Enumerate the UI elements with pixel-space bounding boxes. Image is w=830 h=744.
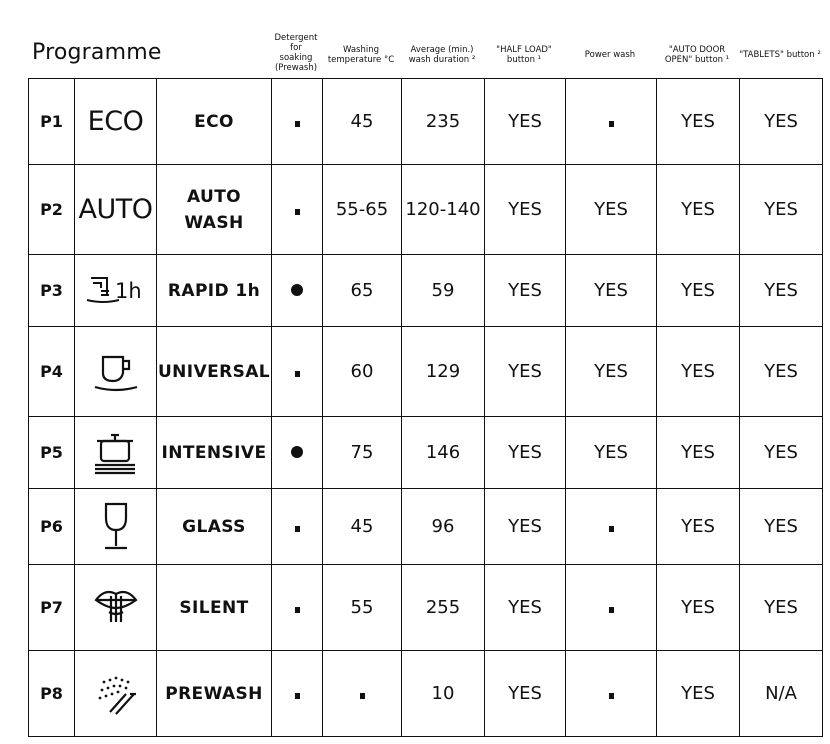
cell-temperature: 55-65 xyxy=(323,165,402,255)
cell-auto-door: YES xyxy=(657,165,740,255)
cell-temperature: 65 xyxy=(323,255,402,327)
cell-tablets: YES xyxy=(740,565,823,651)
cell-half-load: YES xyxy=(485,417,566,489)
programme-icon xyxy=(75,327,157,417)
bullet-mark xyxy=(291,284,303,296)
page-title: Programme xyxy=(32,40,162,65)
dash-mark xyxy=(295,121,300,127)
programme-code: P3 xyxy=(29,255,75,327)
table-row-p8 xyxy=(29,651,823,737)
header-detergent: Detergent for soaking (Prewash) xyxy=(274,33,318,73)
cell-tablets: YES xyxy=(740,255,823,327)
cell-temperature xyxy=(323,651,402,737)
dash-mark xyxy=(609,693,614,699)
programme-name: ECO xyxy=(157,79,272,165)
cell-detergent xyxy=(272,489,323,565)
header-duration: Average (min.) wash duration ² xyxy=(408,45,476,65)
cell-temperature: 45 xyxy=(323,79,402,165)
rapid-1h-icon xyxy=(83,274,149,308)
cell-auto-door: YES xyxy=(657,79,740,165)
cell-half-load: YES xyxy=(485,327,566,417)
programme-icon xyxy=(75,417,157,489)
cell-duration: 255 xyxy=(402,565,485,651)
programme-icon-word xyxy=(75,165,157,255)
cell-detergent xyxy=(272,165,323,255)
header-auto-door: "AUTO DOOR OPEN" button ¹ xyxy=(664,45,730,65)
programme-code: P2 xyxy=(29,165,75,255)
cell-auto-door: YES xyxy=(657,489,740,565)
table-row-p7 xyxy=(29,565,823,651)
programme-name: INTENSIVE xyxy=(157,417,272,489)
programme-name: GLASS xyxy=(157,489,272,565)
cell-auto-door: YES xyxy=(657,651,740,737)
cell-auto-door: YES xyxy=(657,327,740,417)
cell-duration: 120-140 xyxy=(402,165,485,255)
table-row-p4 xyxy=(29,327,823,417)
programme-icon xyxy=(75,255,157,327)
dash-mark xyxy=(360,693,365,699)
cell-power-wash xyxy=(566,79,657,165)
programme-icon xyxy=(75,489,157,565)
header-tablets: "TABLETS" button ² xyxy=(739,50,821,60)
table-row-p3 xyxy=(29,255,823,327)
cell-detergent xyxy=(272,651,323,737)
cell-auto-door: YES xyxy=(657,255,740,327)
cell-power-wash xyxy=(566,651,657,737)
cell-half-load: YES xyxy=(485,489,566,565)
programme-name: RAPID 1h xyxy=(157,255,272,327)
p2-icon-word: AUTO xyxy=(78,194,153,225)
cell-power-wash xyxy=(566,565,657,651)
cell-tablets: YES xyxy=(740,327,823,417)
cell-detergent xyxy=(272,327,323,417)
dash-mark xyxy=(609,526,614,532)
table-row-p6 xyxy=(29,489,823,565)
cell-tablets: YES xyxy=(740,79,823,165)
programme-table xyxy=(28,78,823,737)
wine-glass-icon xyxy=(96,500,136,554)
dash-mark xyxy=(295,693,300,699)
programme-code: P6 xyxy=(29,489,75,565)
cell-tablets: YES xyxy=(740,489,823,565)
cell-temperature: 60 xyxy=(323,327,402,417)
programme-icon-word xyxy=(75,79,157,165)
programme-name: AUTO WASH xyxy=(157,165,272,255)
cell-duration: 235 xyxy=(402,79,485,165)
table-row-p1 xyxy=(29,79,823,165)
cell-half-load: YES xyxy=(485,79,566,165)
programme-code: P7 xyxy=(29,565,75,651)
pot-icon xyxy=(89,431,143,475)
cell-half-load: YES xyxy=(485,255,566,327)
programme-name: UNIVERSAL xyxy=(157,327,272,417)
programme-icon xyxy=(75,651,157,737)
cell-duration: 129 xyxy=(402,327,485,417)
cup-saucer-icon xyxy=(91,351,141,393)
programme-name: SILENT xyxy=(157,565,272,651)
cell-power-wash: YES xyxy=(566,165,657,255)
header-temperature: Washing temperature °C xyxy=(327,45,395,65)
dash-mark xyxy=(295,607,300,613)
table-row-p2 xyxy=(29,165,823,255)
cell-duration: 59 xyxy=(402,255,485,327)
programme-code: P1 xyxy=(29,79,75,165)
svg-text:1h: 1h xyxy=(114,278,142,303)
programme-code: P5 xyxy=(29,417,75,489)
cell-half-load: YES xyxy=(485,165,566,255)
p1-icon-word: ECO xyxy=(87,106,144,137)
table-row-p5 xyxy=(29,417,823,489)
dash-mark xyxy=(295,371,300,377)
cell-auto-door: YES xyxy=(657,565,740,651)
cell-duration: 96 xyxy=(402,489,485,565)
cell-half-load: YES xyxy=(485,651,566,737)
cell-auto-door: YES xyxy=(657,417,740,489)
programme-name: PREWASH xyxy=(157,651,272,737)
cell-power-wash: YES xyxy=(566,255,657,327)
cell-detergent xyxy=(272,79,323,165)
cell-detergent xyxy=(272,565,323,651)
header-half-load: "HALF LOAD" button ¹ xyxy=(496,45,552,65)
header-power-wash: Power wash xyxy=(584,50,636,60)
cell-detergent xyxy=(272,417,323,489)
cell-duration: 146 xyxy=(402,417,485,489)
cell-temperature: 55 xyxy=(323,565,402,651)
programme-code: P4 xyxy=(29,327,75,417)
cell-power-wash: YES xyxy=(566,327,657,417)
cell-half-load: YES xyxy=(485,565,566,651)
programme-code: P8 xyxy=(29,651,75,737)
dash-mark xyxy=(609,607,614,613)
cell-tablets: YES xyxy=(740,417,823,489)
cell-temperature: 45 xyxy=(323,489,402,565)
cell-tablets: YES xyxy=(740,165,823,255)
dash-mark xyxy=(609,121,614,127)
cell-detergent xyxy=(272,255,323,327)
cell-duration: 10 xyxy=(402,651,485,737)
cell-tablets: N/A xyxy=(740,651,823,737)
cell-temperature: 75 xyxy=(323,417,402,489)
dash-mark xyxy=(295,526,300,532)
programme-icon xyxy=(75,565,157,651)
cell-power-wash xyxy=(566,489,657,565)
bullet-mark xyxy=(291,446,303,458)
cell-power-wash: YES xyxy=(566,417,657,489)
prewash-spray-icon xyxy=(90,672,142,716)
dash-mark xyxy=(295,209,300,215)
silent-lips-icon xyxy=(91,582,141,634)
